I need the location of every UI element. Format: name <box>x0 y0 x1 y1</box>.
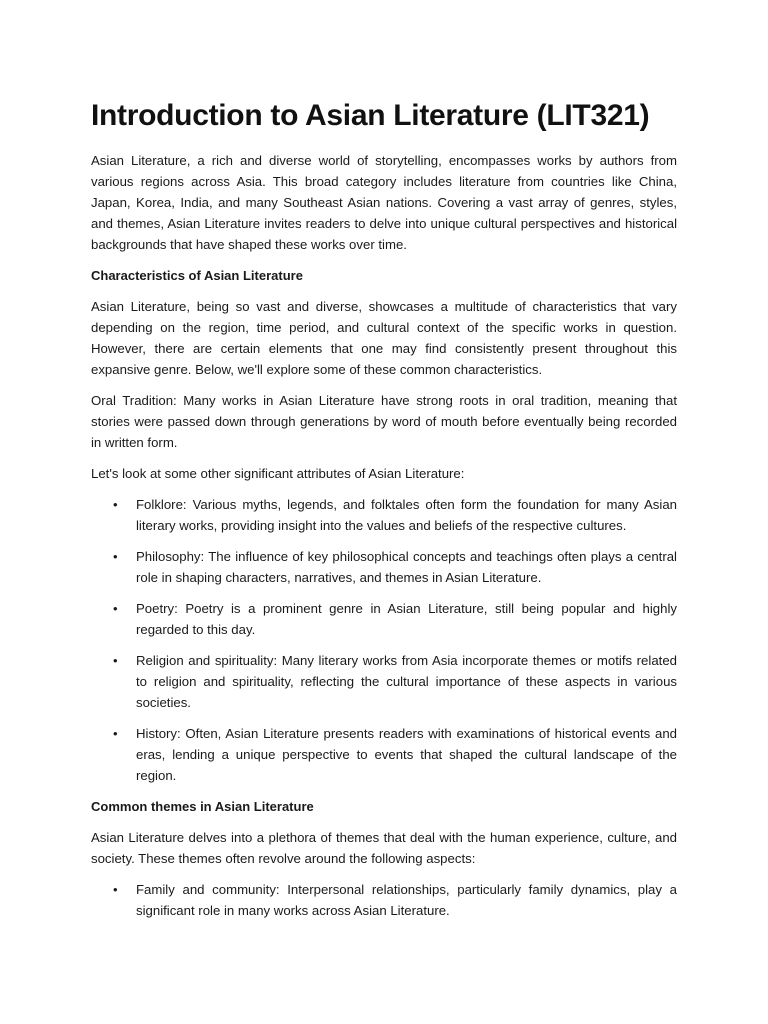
themes-list <box>91 879 677 921</box>
list-item-text: Family and community: Interpersonal relationships, particularly family dynamics, play a significant role in many works across Asian Literature. <box>136 882 677 918</box>
themes-paragraph: Asian Literature delves into a plethora of themes that deal with the human experience, culture, and society. These themes often revolve around the following aspects: <box>91 830 677 866</box>
list-item <box>91 723 677 786</box>
attributes-list <box>91 494 677 786</box>
bullet-icon: • <box>113 549 118 564</box>
bullet-icon: • <box>113 882 118 897</box>
characteristics-paragraph-1: Asian Literature, being so vast and diverse, showcases a multitude of characteristics that vary depending on the region, time period, and cultural context of the specific works in question. However, there are certain elements that one may find consistently present throughout this expansive genre. Below, we'll explore some of these common characteristics. <box>91 299 677 377</box>
list-item-text: Religion and spirituality: Many literary works from Asia incorporate themes or motifs related to religion and spirituality, reflecting the cultural importance of these aspects in various societies. <box>136 653 677 710</box>
list-item-text: Philosophy: The influence of key philosophical concepts and teachings often plays a central role in shaping characters, narratives, and themes in Asian Literature. <box>136 549 677 585</box>
intro-paragraph: Asian Literature, a rich and diverse world of storytelling, encompasses works by authors from various regions across Asia. This broad category includes literature from countries like China, Japan, Korea, India, and many Southeast Asian nations. Covering a vast array of genres, styles, and themes, Asian Literature invites readers to delve into unique cultural perspectives and historical backgrounds that have shaped these works over time. <box>91 153 677 252</box>
list-item-text: Folklore: Various myths, legends, and folktales often form the foundation for many Asian literary works, providing insight into the values and beliefs of the respective cultures. <box>136 497 677 533</box>
section-heading-themes: Common themes in Asian Literature <box>91 799 314 814</box>
list-item <box>91 879 677 921</box>
list-item <box>91 650 677 713</box>
list-item-text: Poetry: Poetry is a prominent genre in Asian Literature, still being popular and highly regarded to this day. <box>136 601 677 637</box>
page-title: Introduction to Asian Literature (LIT321) <box>91 99 650 132</box>
section-heading-characteristics: Characteristics of Asian Literature <box>91 268 303 283</box>
bullet-icon: • <box>113 653 118 668</box>
bullet-icon: • <box>113 601 118 616</box>
bullet-icon: • <box>113 497 118 512</box>
document-page <box>91 96 677 931</box>
characteristics-paragraph-attributes-intro: Let's look at some other significant attributes of Asian Literature: <box>91 466 465 481</box>
list-item <box>91 546 677 588</box>
list-item <box>91 598 677 640</box>
list-item-text: History: Often, Asian Literature presents readers with examinations of historical events and eras, lending a unique perspective to events that shaped the cultural landscape of the region. <box>136 726 677 783</box>
list-item <box>91 494 677 536</box>
bullet-icon: • <box>113 726 118 741</box>
characteristics-paragraph-oral-tradition: Oral Tradition: Many works in Asian Literature have strong roots in oral tradition, meaning that stories were passed down through generations by word of mouth before eventually being recorded in written form. <box>91 393 677 450</box>
